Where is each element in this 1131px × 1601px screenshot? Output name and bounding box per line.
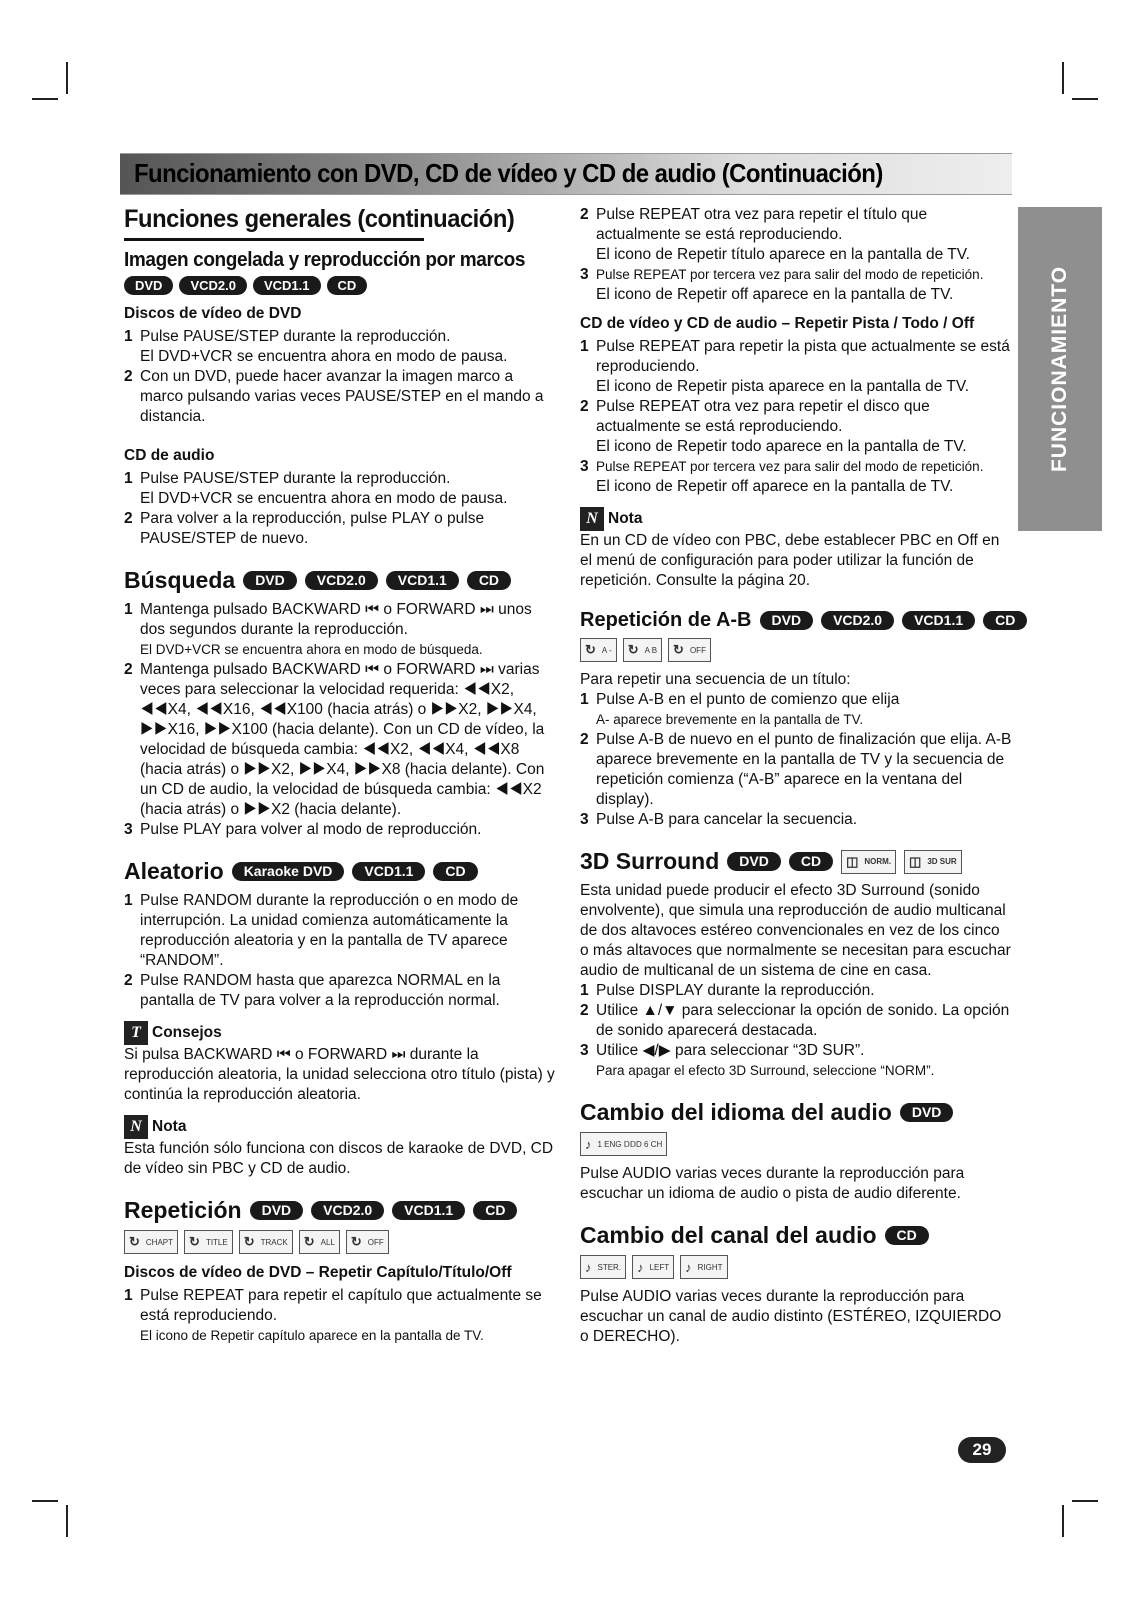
search-section-heading: [124, 567, 556, 594]
ab-osd-row: [580, 638, 1012, 662]
osd-icon: ↻ OFF: [346, 1230, 389, 1254]
disc-badge: DVD: [243, 571, 297, 590]
repeat-heading: Repetición: [124, 1197, 242, 1223]
freeze-cd-title: CD de audio: [124, 447, 215, 464]
audio-lang-text: Pulse AUDIO varias veces durante la reproducción para escuchar un idioma de audio o pista de audio diferente.: [580, 1165, 965, 1202]
freeze-dvd-title: Discos de vídeo de DVD: [124, 305, 302, 322]
osd-icon: ↻ TRACK: [239, 1230, 293, 1254]
osd-icon: ♪ LEFT: [632, 1255, 674, 1279]
random-heading: Aleatorio: [124, 858, 224, 884]
search-step-2: 2 Mantenga pulsado BACKWARD ⏮ o FORWARD ⏭ varias veces para seleccionar la velocidad requerida: ◀◀X2, ◀◀X4, ◀◀X16, ◀◀X100 (hacia atrás) o ▶▶X2, ▶▶X4, ▶▶X16, ▶▶X100 (hacia delante). Con un CD de vídeo, la velocidad de búsqueda cambia: ◀◀X2, ◀◀X4, ◀◀X8 (hacia atrás) o ▶▶X2, ▶▶X4, ▶▶X8 (hacia delante). Con un CD de audio, la velocidad de búsqueda cambia: ◀◀X2 (hacia atrás) o ▶▶X2 (hacia delante).: [124, 661, 545, 818]
osd-icon: ♪ 1 ENG ⅮⅮD 6 CH: [580, 1132, 667, 1156]
audio-channel-section-heading: [580, 1222, 1012, 1249]
disc-badge: CD: [789, 852, 833, 871]
disc-badge: CD: [327, 276, 368, 295]
surround-step-3: 3 Utilice ◀/▶ para seleccionar “3D SUR”. Para apagar el efecto 3D Surround, seleccione “NORM”.: [580, 1042, 935, 1078]
disc-badge: DVD: [124, 276, 173, 295]
disc-badge: CD: [467, 571, 511, 590]
ab-step-3: 3 Pulse A-B para cancelar la secuencia.: [580, 811, 858, 828]
disc-badge: DVD: [900, 1103, 954, 1122]
repeat-step-2: 2 Pulse REPEAT otra vez para repetir el título que actualmente se está reproduciendo. El icono de Repetir título aparece en la pantalla de TV.: [580, 206, 970, 263]
surround-heading: 3D Surround: [580, 848, 720, 874]
repeat-cd-step-3: 3 Pulse REPEAT por tercera vez para salir del modo de repetición. El icono de Repetir off aparece en la pantalla de TV.: [580, 458, 984, 495]
tips-header: T Consejos: [124, 1021, 556, 1045]
audio-lang-heading: Cambio del idioma del audio: [580, 1099, 892, 1125]
audio-channel-heading: Cambio del canal del audio: [580, 1222, 877, 1248]
ab-intro: Para repetir una secuencia de un título:: [580, 671, 851, 688]
osd-icon: ↻ ALL: [299, 1230, 340, 1254]
osd-icon: ↻ A -: [580, 638, 617, 662]
disc-badge: CD: [473, 1201, 517, 1220]
note-icon: N: [580, 507, 604, 531]
freeze-heading: Imagen congelada y reproducción por marcos: [124, 249, 526, 271]
ab-step-2: 2 Pulse A-B de nuevo en el punto de finalización que elija. A-B aparece brevemente en la pantalla de TV y la secuencia de repetición comienza (“A-B” aparece en la ventana del display).: [580, 731, 1012, 808]
surround-step-1: 1 Pulse DISPLAY durante la reproducción.: [580, 982, 875, 999]
disc-badge: VCD2.0: [821, 611, 894, 630]
tips-icon: T: [124, 1021, 148, 1045]
note-header: N Nota: [580, 507, 1012, 531]
disc-badge: VCD2.0: [179, 276, 247, 295]
heading-rule: [124, 238, 424, 241]
audio-lang-section-heading: [580, 1099, 1012, 1126]
disc-badge: VCD1.1: [352, 862, 425, 881]
osd-icon: ◫ 3D SUR: [904, 850, 962, 874]
repeat-step-3: 3 Pulse REPEAT por tercera vez para salir del modo de repetición. El icono de Repetir off aparece en la pantalla de TV.: [580, 266, 984, 303]
crop-mark: [1072, 1500, 1098, 1502]
disc-badge: DVD: [760, 611, 814, 630]
surround-step-2: 2 Utilice ▲/▼ para seleccionar la opción de sonido. La opción de sonido aparecerá destacada.: [580, 1002, 1010, 1039]
osd-icon: ↻ A B: [623, 638, 662, 662]
random-step-2: 2 Pulse RANDOM hasta que aparezca NORMAL en la pantalla de TV para volver a la reproducción normal.: [124, 972, 501, 1009]
disc-badge: VCD2.0: [305, 571, 378, 590]
side-tab: [1018, 207, 1102, 531]
freeze-dvd-step-2: 2 Con un DVD, puede hacer avanzar la imagen marco a marco pulsando varias veces PAUSE/STEP en el mando a distancia.: [124, 368, 544, 425]
disc-badge: VCD1.1: [253, 276, 321, 295]
disc-badge: VCD2.0: [311, 1201, 384, 1220]
repeat-cd-step-1: 1 Pulse REPEAT para repetir la pista que actualmente se está reproduciendo. El icono de Repetir pista aparece en la pantalla de TV.: [580, 338, 1010, 395]
audio-channel-osd-row: [580, 1255, 1012, 1279]
tips-text: Si pulsa BACKWARD ⏮ o FORWARD ⏭ durante la reproducción aleatoria, la unidad selecciona otro título (pista) y continúa la reproducción aleatoria.: [124, 1046, 555, 1103]
osd-icon: ♪ RIGHT: [680, 1255, 727, 1279]
page-number: 29: [958, 1437, 1006, 1463]
crop-mark: [1062, 1505, 1064, 1537]
disc-badge: Karaoke DVD: [232, 862, 345, 881]
freeze-cd-step-2: 2 Para volver a la reproducción, pulse PLAY o pulse PAUSE/STEP de nuevo.: [124, 510, 485, 547]
surround-section-heading: [580, 848, 1012, 875]
crop-mark: [32, 1500, 58, 1502]
repeat-step-1: 1 Pulse REPEAT para repetir el capítulo que actualmente se está reproduciendo. El icono de Repetir capítulo aparece en la pantalla de TV.: [124, 1287, 542, 1343]
disc-badge: CD: [433, 862, 477, 881]
repeat-cd-step-2: 2 Pulse REPEAT otra vez para repetir el disco que actualmente se está reproduciendo. El icono de Repetir todo aparece en la pantalla de TV.: [580, 398, 967, 455]
main-heading: Funciones generales (continuación): [124, 205, 515, 233]
search-heading: Búsqueda: [124, 567, 236, 593]
ab-step-1: 1 Pulse A-B en el punto de comienzo que elija A- aparece brevemente en la pantalla de TV.: [580, 691, 900, 727]
osd-icon: ◫ NORM.: [841, 850, 896, 874]
ab-section-heading: [580, 609, 1016, 632]
ab-heading: Repetición de A-B: [580, 609, 752, 631]
disc-badge: CD: [983, 611, 1027, 630]
osd-icon: ↻ CHAPT: [124, 1230, 178, 1254]
disc-badge: CD: [885, 1226, 929, 1245]
right-column: [580, 205, 1016, 1347]
repeat-cd-title: CD de vídeo y CD de audio – Repetir Pista / Todo / Off: [580, 315, 975, 332]
search-step-3: 3 Pulse PLAY para volver al modo de reproducción.: [124, 821, 482, 838]
search-step-1: 1 Mantenga pulsado BACKWARD ⏮ o FORWARD ⏭ unos dos segundos durante la reproducción. El DVD+VCR se encuentra ahora en modo de búsqueda.: [124, 601, 532, 657]
repeat-section-heading: [124, 1197, 556, 1224]
freeze-badges: [124, 276, 556, 295]
page-banner: [120, 153, 1012, 195]
crop-mark: [1072, 98, 1098, 100]
crop-mark: [32, 98, 58, 100]
freeze-cd-step-1: 1 Pulse PAUSE/STEP durante la reproducción. El DVD+VCR se encuentra ahora en modo de pausa.: [124, 470, 508, 507]
banner-title: Funcionamiento con DVD, CD de vídeo y CD de audio (Continuación): [134, 158, 883, 188]
note-text: Esta función sólo funciona con discos de karaoke de DVD, CD de vídeo sin PBC y CD de audio.: [124, 1140, 554, 1177]
disc-badge: DVD: [727, 852, 781, 871]
freeze-dvd-step-1: 1 Pulse PAUSE/STEP durante la reproducción. El DVD+VCR se encuentra ahora en modo de pausa.: [124, 328, 508, 365]
osd-icon: ♪ STER.: [580, 1255, 626, 1279]
random-step-1: 1 Pulse RANDOM durante la reproducción o en modo de interrupción. La unidad comienza automáticamente la reproducción aleatoria y en la pantalla de TV aparece “RANDOM”.: [124, 892, 519, 969]
note-header: N Nota: [124, 1115, 556, 1139]
osd-icon: ↻ OFF: [668, 638, 711, 662]
random-section-heading: [124, 858, 556, 885]
crop-mark: [66, 62, 68, 94]
audio-channel-text: Pulse AUDIO varias veces durante la reproducción para escuchar un canal de audio distinto (ESTÉREO, IZQUIERDO o DERECHO).: [580, 1288, 1002, 1345]
note-icon: N: [124, 1115, 148, 1139]
left-column: [124, 205, 556, 1346]
audio-lang-osd-row: [580, 1132, 1012, 1156]
disc-badge: VCD1.1: [392, 1201, 465, 1220]
crop-mark: [66, 1505, 68, 1537]
disc-badge: VCD1.1: [902, 611, 975, 630]
repeat-osd-row: [124, 1230, 556, 1254]
side-tab-label: FUNCIONAMIENTO: [1048, 265, 1071, 473]
osd-icon: ↻ TITLE: [184, 1230, 233, 1254]
crop-mark: [1062, 62, 1064, 94]
disc-badge: VCD1.1: [386, 571, 459, 590]
repeat-dvd-title: Discos de vídeo de DVD – Repetir Capítulo/Título/Off: [124, 1264, 512, 1281]
note-text: En un CD de vídeo con PBC, debe establecer PBC en Off en el menú de configuración para poder utilizar la función de repetición. Consulte la página 20.: [580, 532, 1000, 589]
surround-intro: Esta unidad puede producir el efecto 3D Surround (sonido envolvente), que simula una reproducción de audio multicanal de dos altavoces estéreo convencionales en vez de los cinco o más altavoces que normalmente se necesitan para escuchar audio de multicanal de un sistema de cine en casa.: [580, 882, 1011, 979]
disc-badge: DVD: [250, 1201, 304, 1220]
